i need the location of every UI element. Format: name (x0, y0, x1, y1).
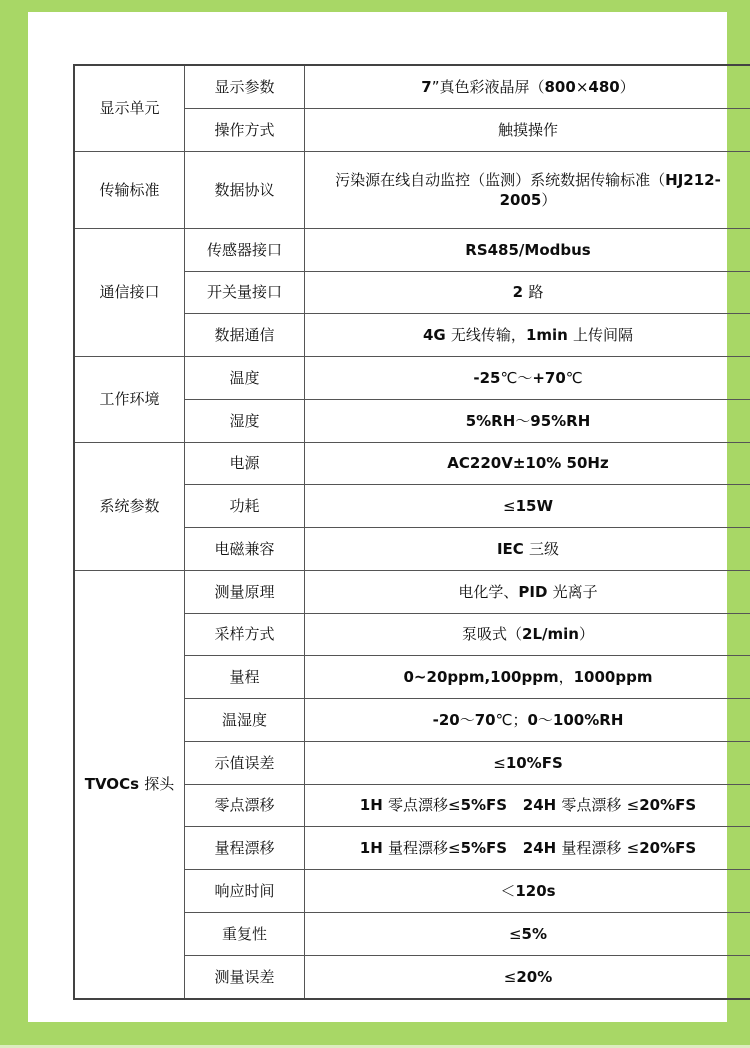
value-cell (305, 65, 750, 109)
value-cell (305, 271, 750, 314)
param-label: 零点漂移 (214, 796, 275, 815)
group-label: TVOCs 探头 (84, 775, 175, 794)
value-cell (305, 570, 750, 613)
value-text: RS485/Modbus (465, 240, 591, 259)
param-label: 量程漂移 (214, 839, 275, 858)
group-label-cell (74, 357, 185, 443)
param-cell (185, 399, 305, 442)
group-label-cell (74, 570, 185, 999)
table-row (74, 151, 750, 228)
group-label: 通信接口 (99, 283, 160, 302)
table-row (74, 442, 750, 485)
param-cell (185, 656, 305, 699)
param-label: 显示参数 (214, 77, 275, 96)
value-cell (305, 827, 750, 870)
value-cell (305, 741, 750, 784)
param-label: 测量原理 (214, 582, 275, 601)
param-label: 操作方式 (214, 120, 275, 139)
value-cell (305, 528, 750, 571)
param-cell (185, 528, 305, 571)
param-label: 量程 (229, 668, 260, 687)
value-cell (305, 442, 750, 485)
param-cell (185, 485, 305, 528)
value-cell (305, 613, 750, 656)
value-text: AC220V±10% 50Hz (447, 454, 609, 473)
param-cell (185, 699, 305, 742)
value-cell (305, 357, 750, 400)
param-label: 湿度 (229, 411, 260, 430)
value-text: IEC 三级 (496, 539, 560, 558)
content-card (28, 12, 727, 1022)
group-label: 显示单元 (99, 99, 160, 118)
value-cell (305, 955, 750, 999)
value-cell (305, 699, 750, 742)
value-text: 泵吸式（2L/min） (462, 625, 594, 644)
value-text: 7”真色彩液晶屏（800×480） (421, 77, 635, 96)
value-cell (305, 870, 750, 913)
value-cell (305, 228, 750, 271)
value-text: 2 路 (512, 283, 544, 302)
param-label: 数据协议 (214, 180, 275, 199)
value-text: -25℃～+70℃ (473, 368, 583, 387)
param-cell (185, 65, 305, 109)
value-text: 4G 无线传输，1min 上传间隔 (422, 326, 634, 345)
param-cell (185, 151, 305, 228)
group-label-cell (74, 442, 185, 570)
value-text: ≤15W (503, 497, 553, 516)
value-cell (305, 314, 750, 357)
value-text: ≤10%FS (493, 753, 563, 772)
param-cell (185, 912, 305, 955)
param-label: 重复性 (221, 924, 267, 943)
table-row (74, 357, 750, 400)
value-cell (305, 912, 750, 955)
value-cell (305, 109, 750, 152)
param-cell (185, 570, 305, 613)
param-label: 电磁兼容 (214, 539, 275, 558)
param-cell (185, 271, 305, 314)
param-cell (185, 314, 305, 357)
spec-table (73, 64, 750, 1000)
param-label: 功耗 (229, 497, 260, 516)
param-label: 温度 (229, 368, 260, 387)
value-text: ≤20% (503, 967, 553, 986)
param-label: 开关量接口 (206, 283, 282, 302)
param-label: 电源 (229, 454, 260, 473)
table-row (74, 570, 750, 613)
param-label: 传感器接口 (206, 240, 282, 259)
param-cell (185, 955, 305, 999)
group-label-cell (74, 151, 185, 228)
value-text: 1H 量程漂移≤5%FS 24H 量程漂移 ≤20%FS (359, 839, 697, 858)
param-cell (185, 827, 305, 870)
group-label-cell (74, 228, 185, 356)
param-cell (185, 228, 305, 271)
value-text: 0~20ppm,100ppm，1000ppm (403, 668, 653, 687)
value-cell (305, 784, 750, 827)
value-text: ≤5% (508, 924, 548, 943)
param-cell (185, 442, 305, 485)
param-cell (185, 613, 305, 656)
value-text: 污染源在线自动监控（监测）系统数据传输标准（HJ212-2005） (335, 170, 721, 209)
value-cell (305, 151, 750, 228)
param-label: 采样方式 (214, 625, 275, 644)
param-cell (185, 741, 305, 784)
param-label: 温湿度 (221, 710, 267, 729)
value-cell (305, 399, 750, 442)
group-label: 系统参数 (99, 497, 160, 516)
value-text: 5%RH～95%RH (465, 411, 591, 430)
param-label: 测量误差 (214, 967, 275, 986)
spec-table-body (74, 65, 750, 999)
param-label: 响应时间 (214, 881, 275, 900)
param-cell (185, 870, 305, 913)
param-cell (185, 784, 305, 827)
group-label: 工作环境 (99, 390, 160, 409)
value-text: -20～70℃；0～100%RH (432, 710, 624, 729)
value-cell (305, 485, 750, 528)
table-row (74, 65, 750, 109)
group-label-cell (74, 65, 185, 151)
param-label: 示值误差 (214, 753, 275, 772)
table-row (74, 228, 750, 271)
value-text: 1H 零点漂移≤5%FS 24H 零点漂移 ≤20%FS (359, 796, 697, 815)
param-cell (185, 357, 305, 400)
value-cell (305, 656, 750, 699)
value-text: ＜120s (500, 881, 556, 900)
value-text: 电化学、PID 光离子 (458, 582, 598, 601)
param-cell (185, 109, 305, 152)
value-text: 触摸操作 (497, 120, 558, 139)
param-label: 数据通信 (214, 326, 275, 345)
group-label: 传输标准 (99, 180, 160, 199)
